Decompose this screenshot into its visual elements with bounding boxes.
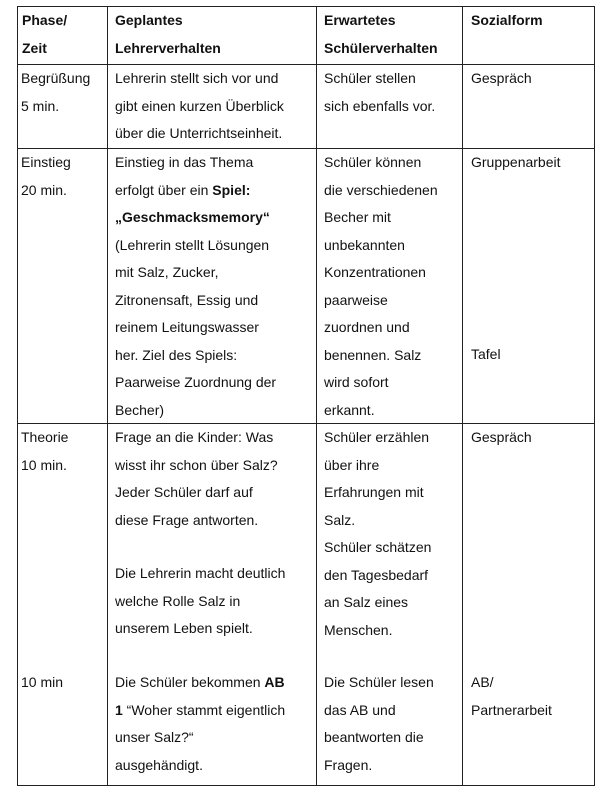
row-theory-phase: Theorie 10 min. <box>21 429 69 473</box>
row-theory-student: Schüler erzählen über ihre Erfahrungen mit Salz. Schüler schätzen den Tagesbedarf an Salz eines Menschen. <box>324 429 432 638</box>
row-theory-teacher: Frage an die Kinder: Was wisst ihr schon über Salz? Jeder Schüler darf auf diese Frage antworten. <box>115 429 278 528</box>
table-border-bottom <box>17 785 595 786</box>
row-intro-teacher <box>115 149 276 424</box>
column-divider <box>462 6 463 786</box>
row-greeting-teacher: Lehrerin stellt sich vor und gibt einen kurzen Überblick über die Unterrichtseinheit. <box>115 70 284 141</box>
table-border-right <box>594 6 595 786</box>
row-worksheet-student: Die Schüler lesen das AB und beantworten die Fragen. <box>324 674 434 773</box>
row-theory-social: Gespräch <box>471 429 532 445</box>
row-worksheet-teacher-text-2: “Woher stammt eigentlich unser Salz?“ ausgehändigt. <box>115 701 286 773</box>
row-worksheet-teacher-text: Die Schüler bekommen <box>115 674 265 690</box>
row-greeting-phase: Begrüßung 5 min. <box>21 70 91 114</box>
row-worksheet-teacher <box>115 669 285 779</box>
table-border-left <box>17 6 18 786</box>
row-greeting-student: Schüler stellen sich ebenfalls vor. <box>324 70 436 114</box>
row-worksheet-social: AB/ Partnerarbeit <box>471 674 552 718</box>
row-intro-teacher-text-2: (Lehrerin stellt Lösungen mit Salz, Zucker, Zitronensaft, Essig und reinem Leitungswasser her. Ziel des Spiels: Paarweise Zuordnung der Becher) <box>115 236 277 418</box>
header-phase: Phase/ Zeit <box>22 12 68 56</box>
row-theory-teacher-2: Die Lehrerin macht deutlich welche Rolle Salz in unserem Leben spielt. <box>115 565 286 636</box>
game-title: Spiel: „Geschmacksmemory“ <box>115 181 270 225</box>
row-intro-social: Gruppenarbeit <box>471 154 561 170</box>
row-intro-phase: Einstieg 20 min. <box>21 154 71 198</box>
row-intro-teacher-text: Einstieg in das Thema erfolgt über ein <box>115 154 254 198</box>
row-intro-student: Schüler können die verschiedenen Becher mit unbekannten Konzentrationen paarweise zuordnen und benennen. Salz wird sofort erkannt. <box>324 154 438 418</box>
header-social-form: Sozialform <box>471 12 543 28</box>
column-divider <box>316 6 317 786</box>
row-worksheet-phase: 10 min <box>21 674 64 690</box>
header-student-behavior: Erwartetes Schülerverhalten <box>324 12 438 56</box>
worksheet-label: AB 1 <box>115 674 285 718</box>
header-teacher-behavior: Geplantes Lehrerverhalten <box>115 12 221 56</box>
column-divider <box>107 6 108 786</box>
row-greeting-social: Gespräch <box>471 70 532 86</box>
row-intro-social-2: Tafel <box>471 346 501 362</box>
